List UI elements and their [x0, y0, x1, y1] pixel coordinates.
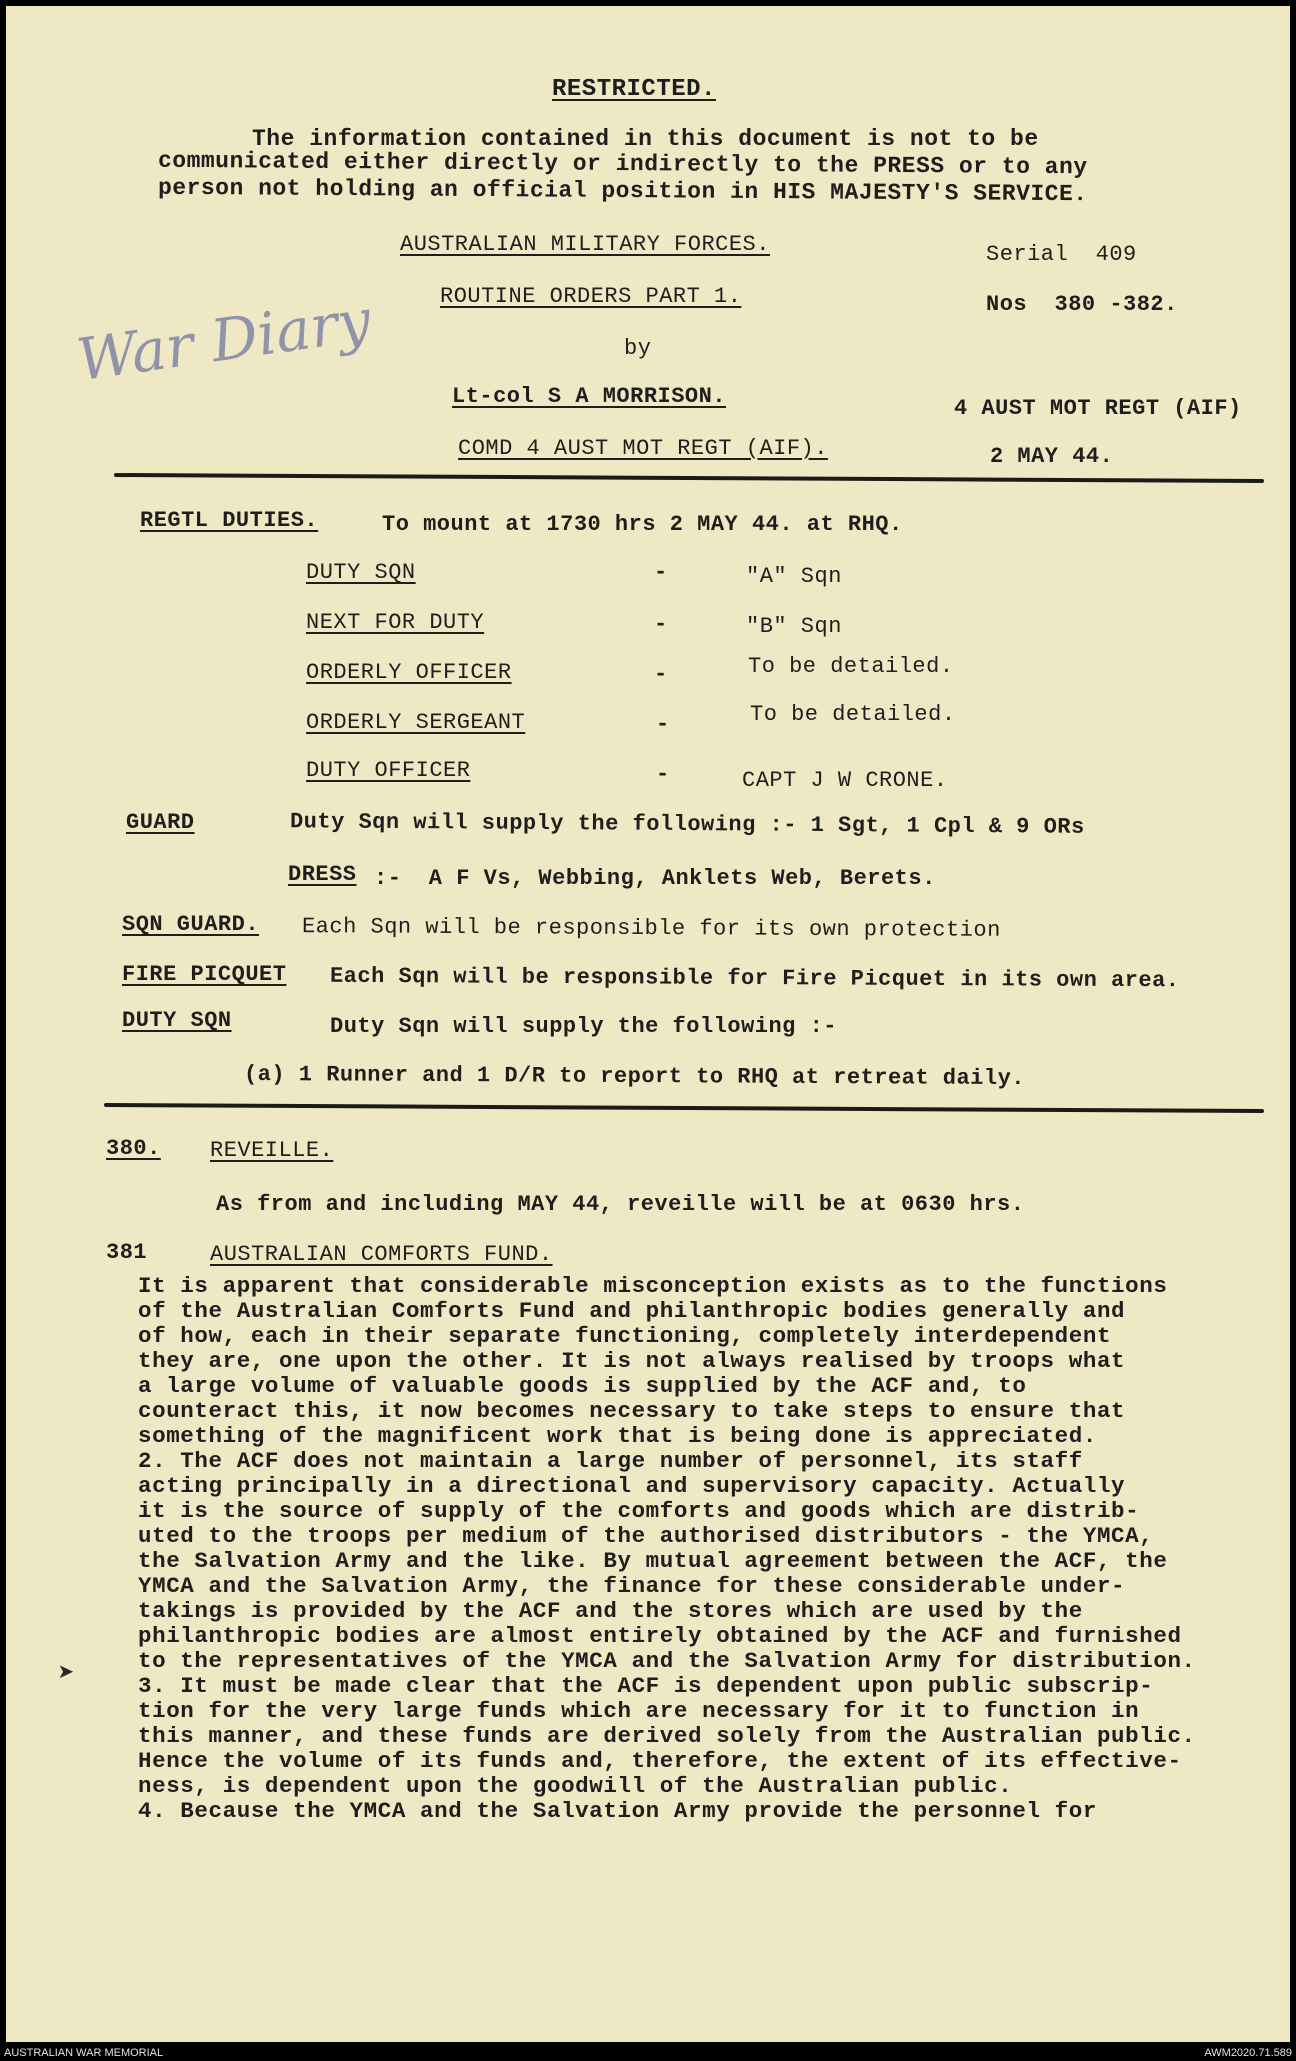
classification-heading: RESTRICTED. — [552, 76, 716, 103]
document-page — [6, 6, 1290, 2042]
duty-dash: - — [656, 762, 670, 787]
body-line: YMCA and the Salvation Army, the finance for these considerable under- — [138, 1573, 1126, 1599]
runner-text: (a) 1 Runner and 1 D/R to report to RHQ at retreat daily. — [243, 1061, 1026, 1092]
duties-divider — [104, 1103, 1264, 1113]
duty-value: To be detailed. — [748, 654, 954, 679]
sqn-guard-text: Each Sqn will be responsible for its own protection — [301, 914, 1001, 943]
officer-name: Lt-col S A MORRISON. — [452, 384, 727, 409]
duty-role: ORDERLY OFFICER — [306, 660, 512, 685]
duty-dash: - — [654, 612, 668, 637]
body-line: tion for the very large funds which are necessary for it to function in — [138, 1698, 1140, 1724]
body-line: uted to the troops per medium of the authorised distributors - the YMCA, — [138, 1523, 1154, 1549]
handwritten-annotation: War Diary — [72, 285, 375, 395]
body-line: this manner, and these funds are derived solely from the Australian public. — [138, 1723, 1196, 1749]
archive-footer — [0, 2047, 1296, 2061]
notice-line-3: person not holding an official position in HIS MAJESTY'S SERVICE. — [157, 174, 1088, 208]
body-line: philanthropic bodies are almost entirely obtained by the ACF and furnished — [138, 1623, 1182, 1649]
body-line: acting principally in a directional and supervisory capacity. Actually — [138, 1473, 1126, 1499]
item-title: REVEILLE. — [210, 1138, 334, 1163]
duties-intro: To mount at 1730 hrs 2 MAY 44. at RHQ. — [382, 512, 903, 537]
body-line: 4. Because the YMCA and the Salvation Army provide the personnel for — [138, 1798, 1097, 1824]
body-line: takings is provided by the ACF and the stores which are used by the — [138, 1598, 1083, 1624]
comforts-fund-body — [138, 1274, 1258, 1824]
duty-value: CAPT J W CRONE. — [742, 768, 948, 793]
notice-line-2: communicated either directly or indirectly to the PRESS or to any — [157, 147, 1088, 181]
by-label: by — [624, 336, 652, 361]
body-line: they are, one upon the other. It is not always realised by troops what — [138, 1348, 1126, 1374]
order-date: 2 MAY 44. — [990, 444, 1114, 469]
notice-line-1: The information contained in this document is not to be — [252, 126, 1039, 152]
unit-name: 4 AUST MOT REGT (AIF) — [954, 396, 1242, 421]
fire-picquet-text: Each Sqn will be responsible for Fire Picquet in its own area. — [329, 963, 1180, 994]
order-numbers: Nos 380 -382. — [986, 292, 1178, 317]
duty-sqn-text: Duty Sqn will supply the following :- — [330, 1014, 837, 1039]
duty-role: DUTY OFFICER — [306, 758, 471, 783]
guard-text: Duty Sqn will supply the following :- 1 Sgt, 1 Cpl & 9 ORs — [289, 809, 1085, 840]
body-line: It is apparent that considerable misconception exists as to the functions — [138, 1273, 1168, 1299]
guard-label: GUARD — [126, 810, 195, 835]
item-text: As from and including MAY 44, reveille will be at 0630 hrs. — [216, 1192, 1025, 1217]
body-line: 3. It must be made clear that the ACF is dependent upon public subscrip- — [138, 1673, 1154, 1699]
body-line: ness, is dependent upon the goodwill of the Australian public. — [138, 1773, 1013, 1799]
header-divider — [114, 473, 1264, 483]
item-number: 381 — [106, 1240, 148, 1265]
duties-heading: REGTL DUTIES. — [140, 508, 319, 533]
body-line: a large volume of valuable goods is supplied by the ACF and, to — [138, 1373, 1027, 1399]
duty-dash: - — [654, 560, 668, 585]
serial-number: Serial 409 — [986, 242, 1137, 267]
duty-dash: - — [654, 662, 668, 687]
item-title: AUSTRALIAN COMFORTS FUND. — [210, 1242, 553, 1267]
footer-accession: AWM2020.71.589 — [1204, 2047, 1292, 2059]
body-line: it is the source of supply of the comforts and goods which are distrib- — [138, 1498, 1140, 1524]
duty-value: To be detailed. — [750, 702, 956, 727]
fire-picquet-label: FIRE PICQUET — [122, 962, 287, 987]
body-line: 2. The ACF does not maintain a large number of personnel, its staff — [138, 1448, 1083, 1474]
sqn-guard-label: SQN GUARD. — [122, 912, 260, 937]
dress-label: DRESS — [288, 862, 357, 887]
item-number: 380. — [106, 1136, 161, 1161]
duty-value: "B" Sqn — [746, 614, 842, 639]
footer-institution: AUSTRALIAN WAR MEMORIAL — [4, 2047, 164, 2059]
body-line: to the representatives of the YMCA and the Salvation Army for distribution. — [138, 1648, 1196, 1674]
duty-sqn-label: DUTY SQN — [122, 1008, 232, 1033]
command-title: COMD 4 AUST MOT REGT (AIF). — [458, 436, 828, 461]
duty-dash: - — [656, 712, 670, 737]
orders-title: ROUTINE ORDERS PART 1. — [440, 284, 742, 309]
dress-text: :- A F Vs, Webbing, Anklets Web, Berets. — [374, 866, 936, 891]
body-line: something of the magnificent work that is being done is appreciated. — [138, 1423, 1097, 1449]
duty-role: ORDERLY SERGEANT — [306, 710, 526, 735]
duty-role: NEXT FOR DUTY — [306, 610, 485, 635]
body-line: Hence the volume of its funds and, therefore, the extent of its effective- — [138, 1748, 1182, 1774]
body-line: of the Australian Comforts Fund and philanthropic bodies generally and — [138, 1298, 1126, 1324]
duty-role: DUTY SQN — [306, 560, 416, 585]
body-line: the Salvation Army and the like. By mutual agreement between the ACF, the — [138, 1548, 1168, 1574]
margin-arrow-icon: ➤ — [58, 1660, 75, 1691]
body-line: counteract this, it now becomes necessary to take steps to ensure that — [138, 1398, 1126, 1424]
duty-value: "A" Sqn — [746, 564, 842, 589]
force-title: AUSTRALIAN MILITARY FORCES. — [400, 232, 770, 257]
body-line: of how, each in their separate functioning, completely interdependent — [138, 1323, 1112, 1349]
